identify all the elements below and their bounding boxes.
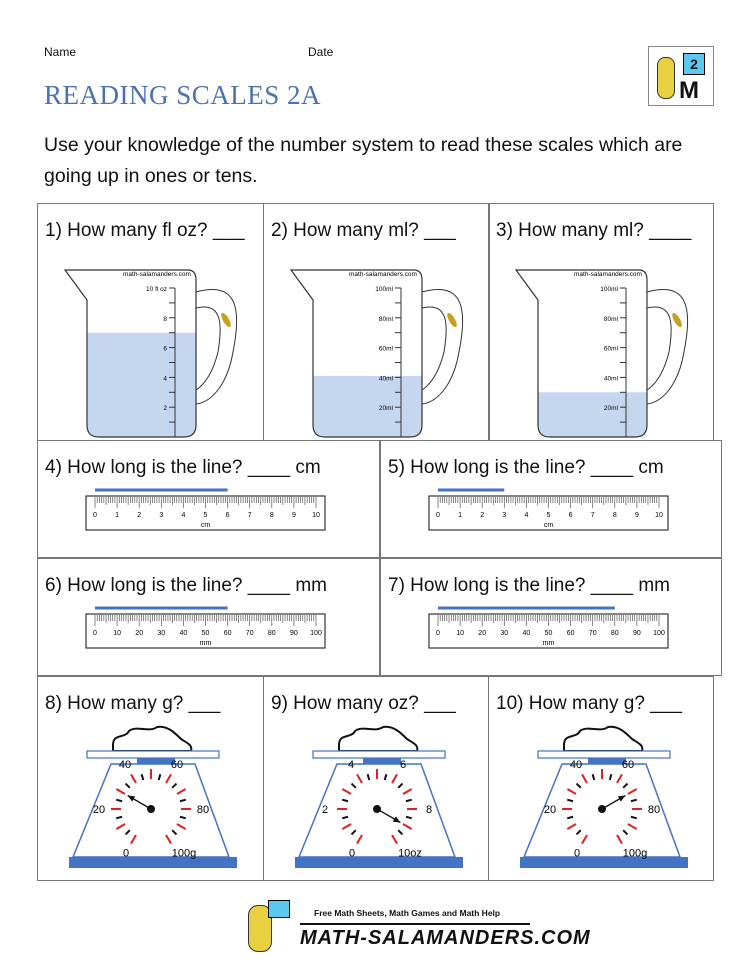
ruler-number: 2 [137,512,142,519]
jug-max-label: 100ml [600,286,618,293]
logo-badge: 2 [683,53,705,75]
logo [648,46,714,106]
ruler-number: 40 [179,630,188,637]
scale-stem [137,758,175,764]
dial-label: 8 [425,804,433,816]
question-text: 1) How many fl oz? ___ [45,220,245,241]
dial-label: 100g [171,847,197,860]
jug-label: 80ml [603,315,618,323]
ruler-question-cell [37,440,380,558]
scale-pan [87,751,219,758]
ruler-number: 30 [157,630,166,637]
ruler-question-cell [380,558,722,676]
ruler-number: 6 [225,512,230,519]
jug-question-cell [488,203,714,441]
jug-label: 6 [163,345,167,353]
dial-label: 20 [92,804,106,816]
jug-label: 60ml [603,345,618,353]
jug-question-cell [263,203,490,441]
dial-label: 20 [543,804,557,816]
ruler-unit: cm [543,522,554,529]
water-fill [313,376,422,437]
jug-label: 4 [163,375,167,383]
ruler-number: 5 [203,512,208,519]
ruler-number: 0 [93,512,97,519]
scale-base [520,857,688,868]
ruler-number: 0 [93,630,97,637]
jug-label: 20ml [603,405,618,413]
ruler-number: 10 [655,512,663,519]
dial-label: 2 [321,804,329,816]
water-fill [87,333,196,437]
dial-label: 80 [196,804,210,816]
ruler-number: 4 [524,512,529,519]
jug-handle-inner [422,307,446,390]
jug-handle-inner [647,307,671,390]
question-text: 6) How long is the line? ____ mm [45,575,327,596]
ruler [426,486,676,541]
ruler [426,604,676,659]
ruler-number: 7 [247,512,252,519]
scale-stem [363,758,401,764]
footer-tagline: Free Math Sheets, Math Games and Math Help [314,908,501,918]
object-on-scale [564,727,642,751]
question-text: 3) How many ml? ____ [496,220,692,241]
ruler-number: 10 [312,512,320,519]
weighing-scale [63,719,243,879]
ruler-question-cell [37,558,380,676]
measuring-jug [289,262,479,442]
ruler-number: 8 [612,512,617,519]
object-on-scale [113,727,191,751]
ruler-number: 50 [201,630,210,637]
question-text: 7) How long is the line? ____ mm [388,575,670,596]
question-text: 8) How many g? ___ [45,693,221,714]
ruler-unit: mm [542,640,555,647]
dial-label: 40 [118,758,132,771]
dial-label: 60 [621,758,635,771]
dial-label: 100g [622,847,648,860]
dial-center [373,805,381,813]
ruler-number: 60 [223,630,232,637]
logo-m-icon: M [679,77,699,104]
dial-label: 0 [348,847,356,860]
ruler-unit: cm [200,522,211,529]
jug-max-label: 100ml [375,286,393,293]
salamander-icon [657,57,675,99]
scale-stem [588,758,626,764]
measuring-jug [63,262,253,442]
jug-brand: math-salamanders.com [349,271,417,278]
ruler [83,604,333,659]
dial-label: 6 [399,758,407,771]
jug-label: 80ml [378,315,393,323]
jug-label: 60ml [378,345,393,353]
name-label: Name [44,45,77,59]
ruler-number: 80 [610,630,619,637]
ruler-number: 3 [159,512,164,519]
jug-max-label: 10 fl oz [146,286,167,293]
salamander-icon [670,312,683,329]
ruler-number: 9 [634,512,639,519]
ruler [83,486,333,541]
ruler-number: 3 [502,512,507,519]
jug-label: 8 [163,315,167,323]
dial-label: 10oz [398,847,422,860]
ruler-number: 6 [568,512,573,519]
jug-label: 20ml [378,405,393,413]
scale-pan [538,751,670,758]
instructions: Use your knowledge of the number system to read these scales which are going up in ones or tens. [44,134,683,187]
ruler-unit: mm [199,640,212,647]
question-text: 10) How many g? ___ [496,693,682,714]
object-on-scale [339,727,417,751]
jug-brand: math-salamanders.com [123,271,191,278]
jug-handle-inner [196,307,220,390]
dial-label: 60 [170,758,184,771]
jug-brand: math-salamanders.com [574,271,642,278]
footer-site: MATH-SALAMANDERS.COM [300,927,591,949]
question-text: 2) How many ml? ___ [271,220,456,241]
ruler-question-cell [380,440,722,558]
ruler-number: 30 [500,630,509,637]
jug-label: 40ml [603,375,618,383]
ruler-number: 0 [436,630,440,637]
ruler-number: 5 [546,512,551,519]
date-label: Date [308,45,334,59]
ruler-number: 20 [135,630,144,637]
dial-label: 0 [573,847,581,860]
ruler-number: 7 [590,512,595,519]
ruler-number: 0 [436,512,440,519]
page-title: READING SCALES 2A [44,80,322,110]
question-text: 5) How long is the line? ____ cm [388,457,664,478]
question-text: 9) How many oz? ___ [271,693,456,714]
ruler-number: 8 [269,512,274,519]
measuring-jug [514,262,704,442]
ruler-number: 70 [588,630,597,637]
dial-label: 0 [122,847,130,860]
scale-question-cell [488,676,714,881]
dial-label: 40 [569,758,583,771]
salamander-icon [445,312,458,329]
scale-question-cell [263,676,489,881]
ruler-number: 20 [478,630,487,637]
dial-center [598,805,606,813]
ruler-number: 90 [633,630,641,637]
jug-label: 2 [163,405,167,413]
scale-question-cell [37,676,264,881]
ruler-number: 70 [245,630,254,637]
water-fill [538,392,647,437]
footer-board-icon [268,900,290,918]
scale-pan [313,751,445,758]
footer-divider [300,923,530,925]
salamander-icon [219,312,232,329]
ruler-number: 100 [653,630,665,637]
ruler-number: 10 [456,630,464,637]
ruler-number: 4 [181,512,186,519]
ruler-number: 100 [310,630,322,637]
scale-base [69,857,237,868]
ruler-number: 60 [566,630,575,637]
ruler-number: 40 [522,630,531,637]
jug-label: 40ml [378,375,393,383]
dial-label: 4 [347,758,355,771]
ruler-number: 2 [480,512,485,519]
dial-label: 80 [647,804,661,816]
ruler-number: 90 [290,630,298,637]
jug-question-cell [37,203,264,441]
question-text: 4) How long is the line? ____ cm [45,457,321,478]
ruler-number: 10 [113,630,121,637]
ruler-number: 80 [267,630,276,637]
weighing-scale [289,719,469,879]
ruler-number: 9 [291,512,296,519]
scale-base [295,857,463,868]
ruler-number: 1 [458,512,463,519]
ruler-number: 50 [544,630,553,637]
dial-center [147,805,155,813]
weighing-scale [514,719,694,879]
ruler-number: 1 [115,512,120,519]
